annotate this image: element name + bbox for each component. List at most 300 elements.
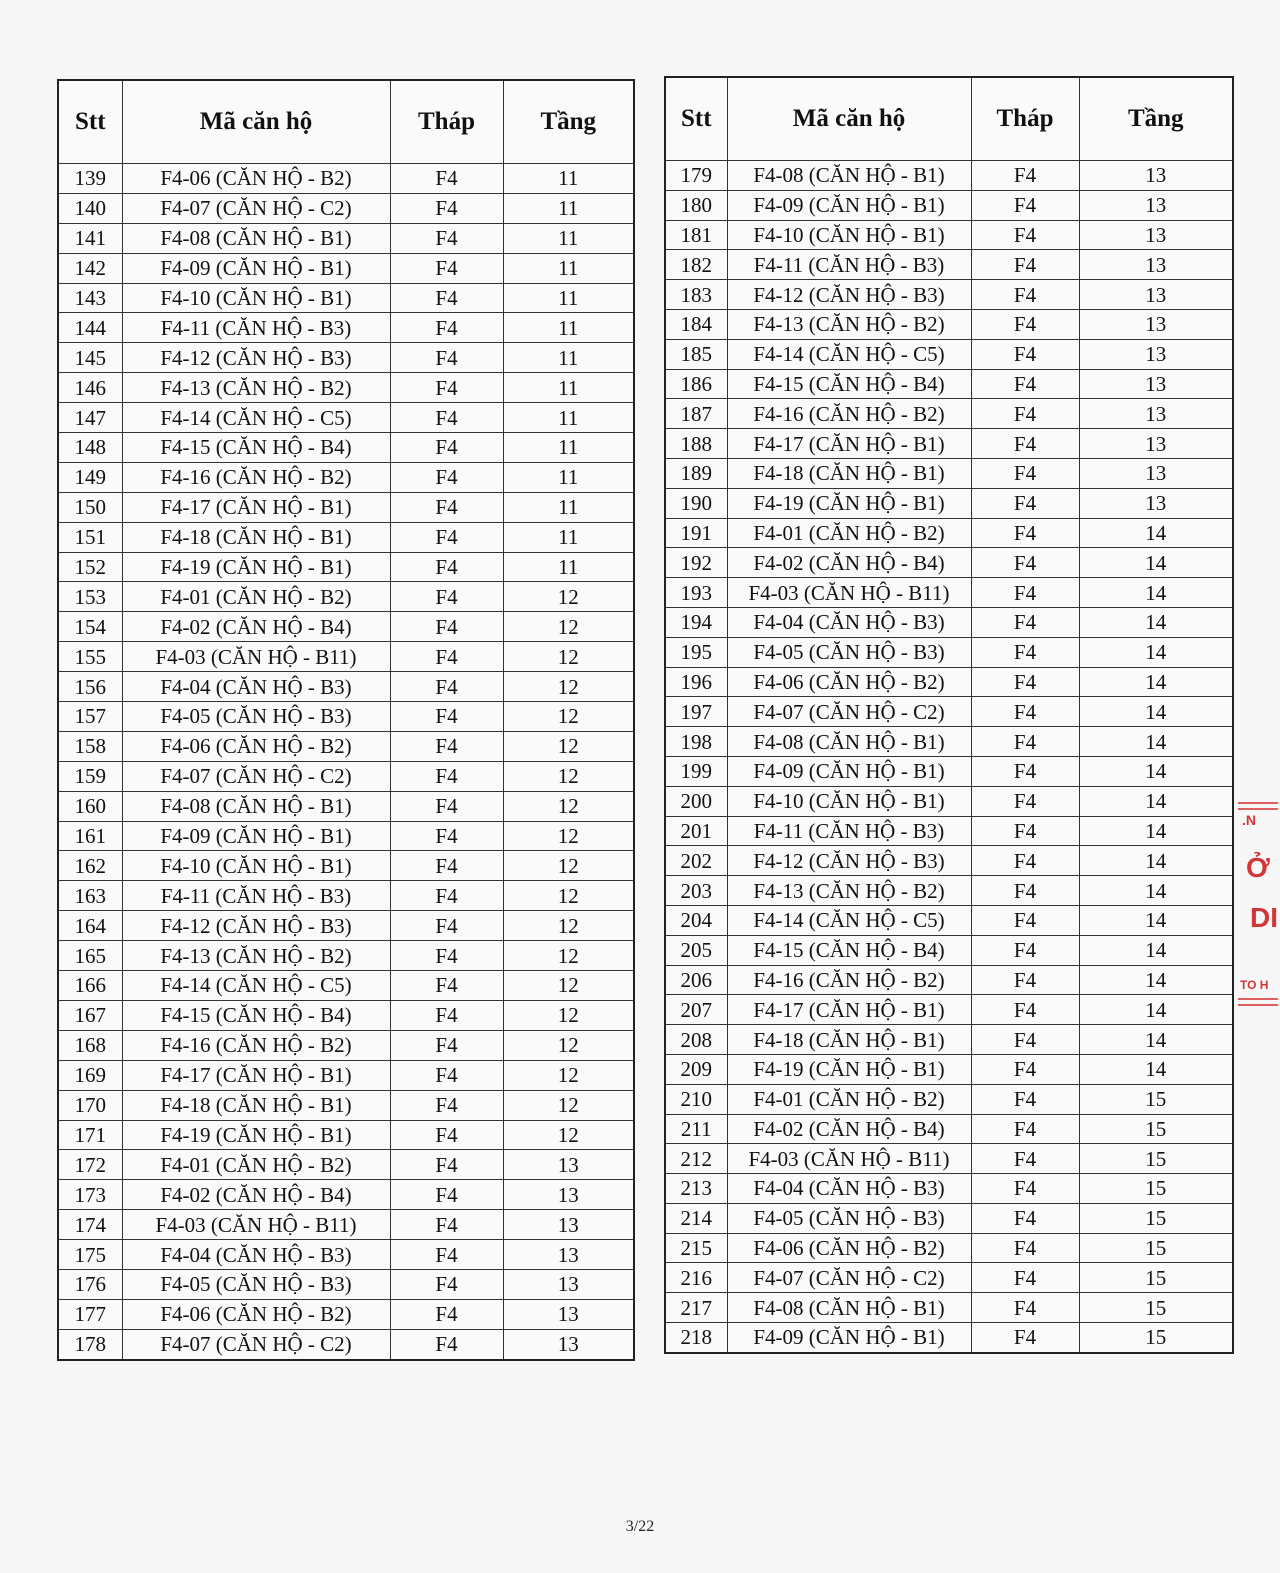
floor-cell: 13 [1079, 488, 1233, 518]
tower-cell: F4 [390, 612, 503, 642]
floor-cell: 13 [1079, 220, 1233, 250]
stt-cell: 142 [58, 253, 122, 283]
stamp-text: .N [1242, 812, 1256, 828]
floor-cell: 11 [503, 403, 634, 433]
floor-cell: 12 [503, 941, 634, 971]
floor-cell: 14 [1079, 816, 1233, 846]
tower-cell: F4 [971, 1263, 1079, 1293]
table-row [665, 667, 1233, 697]
apartment-code-cell: F4-15 (CĂN HỘ - B4) [727, 369, 971, 399]
table-row [665, 995, 1233, 1025]
apartment-code-cell: F4-19 (CĂN HỘ - B1) [122, 552, 390, 582]
stt-cell: 150 [58, 492, 122, 522]
tower-cell: F4 [390, 1060, 503, 1090]
stt-cell: 173 [58, 1180, 122, 1210]
floor-cell: 14 [1079, 697, 1233, 727]
apartment-code-cell: F4-14 (CĂN HỘ - C5) [727, 905, 971, 935]
floor-cell: 14 [1079, 965, 1233, 995]
tower-cell: F4 [390, 881, 503, 911]
table-row [665, 846, 1233, 876]
apartment-code-cell: F4-10 (CĂN HỘ - B1) [727, 220, 971, 250]
apartment-code-cell: F4-19 (CĂN HỘ - B1) [727, 488, 971, 518]
apartment-code-cell: F4-05 (CĂN HỘ - B3) [122, 1269, 390, 1299]
stt-cell: 199 [665, 756, 727, 786]
stt-cell: 182 [665, 250, 727, 280]
stt-cell: 167 [58, 1000, 122, 1030]
tower-cell: F4 [971, 429, 1079, 459]
apartment-code-cell: F4-13 (CĂN HỘ - B2) [727, 876, 971, 906]
stt-cell: 181 [665, 220, 727, 250]
floor-cell: 13 [1079, 309, 1233, 339]
tower-cell: F4 [971, 161, 1079, 191]
table-row [58, 313, 634, 343]
floor-cell: 12 [503, 911, 634, 941]
tower-cell: F4 [390, 1120, 503, 1150]
apartment-code-cell: F4-06 (CĂN HỘ - B2) [727, 667, 971, 697]
floor-cell: 15 [1079, 1323, 1233, 1353]
stt-cell: 207 [665, 995, 727, 1025]
stt-cell: 211 [665, 1114, 727, 1144]
tower-cell: F4 [971, 995, 1079, 1025]
table-row [58, 492, 634, 522]
floor-cell: 12 [503, 1000, 634, 1030]
table-header-row [665, 77, 1233, 161]
table-row [665, 1323, 1233, 1353]
tower-cell: F4 [971, 518, 1079, 548]
floor-cell: 14 [1079, 727, 1233, 757]
stt-cell: 174 [58, 1210, 122, 1240]
apartment-code-cell: F4-09 (CĂN HỘ - B1) [727, 756, 971, 786]
table-row [58, 223, 634, 253]
floor-cell: 12 [503, 1120, 634, 1150]
table-row [58, 911, 634, 941]
stamp-text: DI [1250, 902, 1278, 933]
apartment-code-cell: F4-07 (CĂN HỘ - C2) [727, 697, 971, 727]
apartment-code-cell: F4-17 (CĂN HỘ - B1) [122, 492, 390, 522]
apartment-code-cell: F4-13 (CĂN HỘ - B2) [122, 373, 390, 403]
stt-cell: 196 [665, 667, 727, 697]
floor-cell: 13 [1079, 429, 1233, 459]
table-row [665, 816, 1233, 846]
stt-cell: 143 [58, 283, 122, 313]
floor-cell: 14 [1079, 637, 1233, 667]
stt-cell: 175 [58, 1240, 122, 1270]
tower-cell: F4 [971, 1174, 1079, 1204]
floor-cell: 12 [503, 1060, 634, 1090]
stt-cell: 212 [665, 1144, 727, 1174]
apartment-code-cell: F4-06 (CĂN HỘ - B2) [122, 731, 390, 761]
apartment-code-cell: F4-10 (CĂN HỘ - B1) [122, 283, 390, 313]
table-row [58, 193, 634, 223]
tower-cell: F4 [390, 1090, 503, 1120]
floor-cell: 12 [503, 582, 634, 612]
stamp-rule [1238, 1004, 1278, 1006]
table-row [665, 1054, 1233, 1084]
floor-cell: 13 [1079, 190, 1233, 220]
floor-cell: 14 [1079, 1054, 1233, 1084]
apartment-code-cell: F4-08 (CĂN HỘ - B1) [727, 1293, 971, 1323]
table-row [58, 1150, 634, 1180]
tower-cell: F4 [390, 164, 503, 194]
stt-cell: 139 [58, 164, 122, 194]
page-number: 3/22 [625, 1518, 655, 1535]
floor-cell: 12 [503, 851, 634, 881]
floor-cell: 12 [503, 612, 634, 642]
table-row [58, 851, 634, 881]
apartment-code-cell: F4-12 (CĂN HỘ - B3) [727, 280, 971, 310]
table-row [58, 821, 634, 851]
tower-cell: F4 [971, 965, 1079, 995]
tower-cell: F4 [971, 1203, 1079, 1233]
apartment-code-cell: F4-03 (CĂN HỘ - B11) [122, 642, 390, 672]
floor-cell: 12 [503, 642, 634, 672]
table-row [58, 283, 634, 313]
apartment-code-cell: F4-18 (CĂN HỘ - B1) [727, 1025, 971, 1055]
floor-cell: 12 [503, 731, 634, 761]
apartment-code-cell: F4-18 (CĂN HỘ - B1) [122, 522, 390, 552]
apartment-code-cell: F4-04 (CĂN HỘ - B3) [122, 1240, 390, 1270]
tower-cell: F4 [971, 578, 1079, 608]
stt-cell: 147 [58, 403, 122, 433]
apartment-code-cell: F4-04 (CĂN HỘ - B3) [727, 607, 971, 637]
tower-cell: F4 [971, 250, 1079, 280]
floor-cell: 15 [1079, 1203, 1233, 1233]
stamp-text: Ở [1246, 852, 1270, 883]
table-row [58, 1120, 634, 1150]
apartment-code-cell: F4-16 (CĂN HỘ - B2) [122, 1030, 390, 1060]
stt-cell: 218 [665, 1323, 727, 1353]
tower-cell: F4 [971, 1293, 1079, 1323]
stt-cell: 178 [58, 1329, 122, 1359]
tower-cell: F4 [971, 339, 1079, 369]
floor-cell: 11 [503, 283, 634, 313]
floor-cell: 14 [1079, 786, 1233, 816]
tower-cell: F4 [390, 313, 503, 343]
stt-cell: 148 [58, 433, 122, 463]
table-row [58, 672, 634, 702]
stt-cell: 205 [665, 935, 727, 965]
apartment-table-left [57, 79, 635, 1361]
table-row [665, 697, 1233, 727]
tower-cell: F4 [390, 851, 503, 881]
tower-cell: F4 [390, 433, 503, 463]
stt-cell: 156 [58, 672, 122, 702]
tower-cell: F4 [971, 905, 1079, 935]
table-row [665, 280, 1233, 310]
tower-cell: F4 [971, 727, 1079, 757]
apartment-code-cell: F4-09 (CĂN HỘ - B1) [122, 821, 390, 851]
table-row [665, 488, 1233, 518]
apartment-code-cell: F4-07 (CĂN HỘ - C2) [727, 1263, 971, 1293]
table-row [58, 552, 634, 582]
floor-cell: 14 [1079, 518, 1233, 548]
table-row [665, 727, 1233, 757]
table-row [58, 1030, 634, 1060]
apartment-code-cell: F4-11 (CĂN HỘ - B3) [727, 816, 971, 846]
apartment-code-cell: F4-05 (CĂN HỘ - B3) [727, 637, 971, 667]
stt-cell: 170 [58, 1090, 122, 1120]
apartment-code-cell: F4-06 (CĂN HỘ - B2) [122, 1299, 390, 1329]
tower-cell: F4 [971, 846, 1079, 876]
stt-cell: 201 [665, 816, 727, 846]
apartment-code-cell: F4-15 (CĂN HỘ - B4) [122, 433, 390, 463]
floor-cell: 11 [503, 492, 634, 522]
tower-cell: F4 [390, 522, 503, 552]
apartment-code-cell: F4-05 (CĂN HỘ - B3) [727, 1203, 971, 1233]
table-row [58, 941, 634, 971]
floor-cell: 13 [503, 1269, 634, 1299]
apartment-code-cell: F4-02 (CĂN HỘ - B4) [122, 1180, 390, 1210]
floor-cell: 11 [503, 223, 634, 253]
table-row [58, 612, 634, 642]
stt-cell: 152 [58, 552, 122, 582]
stt-cell: 185 [665, 339, 727, 369]
stt-cell: 194 [665, 607, 727, 637]
col-header-stt: Stt [665, 77, 727, 161]
tower-cell: F4 [390, 971, 503, 1001]
apartment-code-cell: F4-09 (CĂN HỘ - B1) [727, 1323, 971, 1353]
tower-cell: F4 [971, 458, 1079, 488]
stt-cell: 208 [665, 1025, 727, 1055]
stt-cell: 188 [665, 429, 727, 459]
apartment-code-cell: F4-14 (CĂN HỘ - C5) [122, 971, 390, 1001]
stt-cell: 179 [665, 161, 727, 191]
floor-cell: 11 [503, 433, 634, 463]
apartment-code-cell: F4-07 (CĂN HỘ - C2) [122, 193, 390, 223]
tower-cell: F4 [390, 1269, 503, 1299]
tower-cell: F4 [390, 672, 503, 702]
apartment-code-cell: F4-10 (CĂN HỘ - B1) [122, 851, 390, 881]
stt-cell: 197 [665, 697, 727, 727]
stt-cell: 160 [58, 791, 122, 821]
floor-cell: 12 [503, 672, 634, 702]
floor-cell: 14 [1079, 578, 1233, 608]
floor-cell: 13 [503, 1210, 634, 1240]
stt-cell: 163 [58, 881, 122, 911]
table-row [665, 607, 1233, 637]
tower-cell: F4 [390, 731, 503, 761]
table-row [665, 1144, 1233, 1174]
table-row [665, 965, 1233, 995]
stt-cell: 164 [58, 911, 122, 941]
col-header-floor: Tầng [503, 80, 634, 164]
floor-cell: 13 [1079, 250, 1233, 280]
tower-cell: F4 [390, 911, 503, 941]
apartment-code-cell: F4-07 (CĂN HỘ - C2) [122, 761, 390, 791]
apartment-code-cell: F4-11 (CĂN HỘ - B3) [727, 250, 971, 280]
floor-cell: 11 [503, 343, 634, 373]
tower-cell: F4 [971, 369, 1079, 399]
apartment-code-cell: F4-14 (CĂN HỘ - C5) [122, 403, 390, 433]
tower-cell: F4 [390, 373, 503, 403]
floor-cell: 15 [1079, 1084, 1233, 1114]
stt-cell: 144 [58, 313, 122, 343]
floor-cell: 15 [1079, 1263, 1233, 1293]
stt-cell: 172 [58, 1150, 122, 1180]
tower-cell: F4 [390, 193, 503, 223]
stt-cell: 177 [58, 1299, 122, 1329]
stt-cell: 168 [58, 1030, 122, 1060]
table-row [58, 1240, 634, 1270]
apartment-code-cell: F4-01 (CĂN HỘ - B2) [122, 582, 390, 612]
floor-cell: 14 [1079, 756, 1233, 786]
apartment-code-cell: F4-06 (CĂN HỘ - B2) [727, 1233, 971, 1263]
stt-cell: 195 [665, 637, 727, 667]
table-row [665, 756, 1233, 786]
tower-cell: F4 [390, 1210, 503, 1240]
apartment-code-cell: F4-17 (CĂN HỘ - B1) [122, 1060, 390, 1090]
table-row [665, 876, 1233, 906]
stt-cell: 217 [665, 1293, 727, 1323]
floor-cell: 12 [503, 791, 634, 821]
apartment-code-cell: F4-16 (CĂN HỘ - B2) [122, 462, 390, 492]
stt-cell: 203 [665, 876, 727, 906]
apartment-code-cell: F4-04 (CĂN HỘ - B3) [727, 1174, 971, 1204]
floor-cell: 14 [1079, 548, 1233, 578]
tower-cell: F4 [971, 1233, 1079, 1263]
stamp-text: TO H [1240, 978, 1269, 992]
apartment-code-cell: F4-03 (CĂN HỘ - B11) [122, 1210, 390, 1240]
tower-cell: F4 [971, 309, 1079, 339]
stamp-rule [1238, 998, 1278, 1000]
stamp-rule [1238, 802, 1278, 804]
stt-cell: 192 [665, 548, 727, 578]
floor-cell: 12 [503, 1030, 634, 1060]
stt-cell: 159 [58, 761, 122, 791]
tower-cell: F4 [390, 791, 503, 821]
tower-cell: F4 [390, 403, 503, 433]
floor-cell: 12 [503, 821, 634, 851]
tower-cell: F4 [390, 552, 503, 582]
red-stamp-fragment [1238, 800, 1280, 1020]
floor-cell: 14 [1079, 667, 1233, 697]
stt-cell: 154 [58, 612, 122, 642]
table-row [58, 1000, 634, 1030]
tower-cell: F4 [971, 607, 1079, 637]
apartment-code-cell: F4-08 (CĂN HỘ - B1) [122, 791, 390, 821]
tower-cell: F4 [971, 935, 1079, 965]
tower-cell: F4 [971, 1084, 1079, 1114]
table-row [58, 522, 634, 552]
floor-cell: 15 [1079, 1144, 1233, 1174]
table-row [665, 369, 1233, 399]
floor-cell: 14 [1079, 607, 1233, 637]
apartment-code-cell: F4-19 (CĂN HỘ - B1) [727, 1054, 971, 1084]
apartment-code-cell: F4-13 (CĂN HỘ - B2) [122, 941, 390, 971]
tower-cell: F4 [971, 1144, 1079, 1174]
table-row [58, 1210, 634, 1240]
table-row [58, 971, 634, 1001]
tower-cell: F4 [390, 1030, 503, 1060]
floor-cell: 11 [503, 373, 634, 403]
stt-cell: 183 [665, 280, 727, 310]
tower-cell: F4 [971, 637, 1079, 667]
table-row [58, 1090, 634, 1120]
apartment-table-right [664, 76, 1234, 1354]
floor-cell: 11 [503, 164, 634, 194]
table-row [58, 403, 634, 433]
tower-cell: F4 [390, 941, 503, 971]
tower-cell: F4 [971, 190, 1079, 220]
apartment-code-cell: F4-16 (CĂN HỘ - B2) [727, 399, 971, 429]
stt-cell: 191 [665, 518, 727, 548]
floor-cell: 13 [1079, 399, 1233, 429]
tower-cell: F4 [390, 492, 503, 522]
tower-cell: F4 [390, 1000, 503, 1030]
stt-cell: 184 [665, 309, 727, 339]
tower-cell: F4 [971, 280, 1079, 310]
apartment-code-cell: F4-15 (CĂN HỘ - B4) [727, 935, 971, 965]
stt-cell: 165 [58, 941, 122, 971]
floor-cell: 11 [503, 462, 634, 492]
apartment-code-cell: F4-18 (CĂN HỘ - B1) [122, 1090, 390, 1120]
table-row [58, 1060, 634, 1090]
tower-cell: F4 [390, 462, 503, 492]
col-header-tower: Tháp [390, 80, 503, 164]
apartment-code-cell: F4-12 (CĂN HỘ - B3) [122, 343, 390, 373]
floor-cell: 14 [1079, 935, 1233, 965]
stt-cell: 140 [58, 193, 122, 223]
table-row [58, 702, 634, 732]
table-row [665, 339, 1233, 369]
tower-cell: F4 [971, 876, 1079, 906]
floor-cell: 14 [1079, 1025, 1233, 1055]
tower-cell: F4 [390, 253, 503, 283]
col-header-tower: Tháp [971, 77, 1079, 161]
table-row [58, 373, 634, 403]
apartment-code-cell: F4-02 (CĂN HỘ - B4) [727, 1114, 971, 1144]
floor-cell: 11 [503, 522, 634, 552]
tower-cell: F4 [971, 786, 1079, 816]
stt-cell: 145 [58, 343, 122, 373]
table-row [665, 1293, 1233, 1323]
stt-cell: 190 [665, 488, 727, 518]
table-row [665, 518, 1233, 548]
apartment-code-cell: F4-12 (CĂN HỘ - B3) [122, 911, 390, 941]
table-row [58, 462, 634, 492]
stt-cell: 153 [58, 582, 122, 612]
apartment-code-cell: F4-04 (CĂN HỘ - B3) [122, 672, 390, 702]
apartment-code-cell: F4-18 (CĂN HỘ - B1) [727, 458, 971, 488]
stt-cell: 189 [665, 458, 727, 488]
floor-cell: 13 [503, 1180, 634, 1210]
stt-cell: 198 [665, 727, 727, 757]
tower-cell: F4 [971, 667, 1079, 697]
apartment-code-cell: F4-06 (CĂN HỘ - B2) [122, 164, 390, 194]
stt-cell: 176 [58, 1269, 122, 1299]
stt-cell: 171 [58, 1120, 122, 1150]
tower-cell: F4 [390, 223, 503, 253]
stt-cell: 180 [665, 190, 727, 220]
apartment-code-cell: F4-08 (CĂN HỘ - B1) [727, 727, 971, 757]
table-row [665, 309, 1233, 339]
stt-cell: 161 [58, 821, 122, 851]
floor-cell: 12 [503, 1090, 634, 1120]
tower-cell: F4 [390, 1329, 503, 1359]
table-row [58, 1329, 634, 1359]
apartment-code-cell: F4-10 (CĂN HỘ - B1) [727, 786, 971, 816]
stt-cell: 157 [58, 702, 122, 732]
tower-cell: F4 [390, 1150, 503, 1180]
tower-cell: F4 [971, 1054, 1079, 1084]
floor-cell: 12 [503, 761, 634, 791]
stt-cell: 166 [58, 971, 122, 1001]
stt-cell: 149 [58, 462, 122, 492]
table-row [665, 1203, 1233, 1233]
apartment-code-cell: F4-17 (CĂN HỘ - B1) [727, 995, 971, 1025]
table-row [665, 935, 1233, 965]
apartment-code-cell: F4-12 (CĂN HỘ - B3) [727, 846, 971, 876]
